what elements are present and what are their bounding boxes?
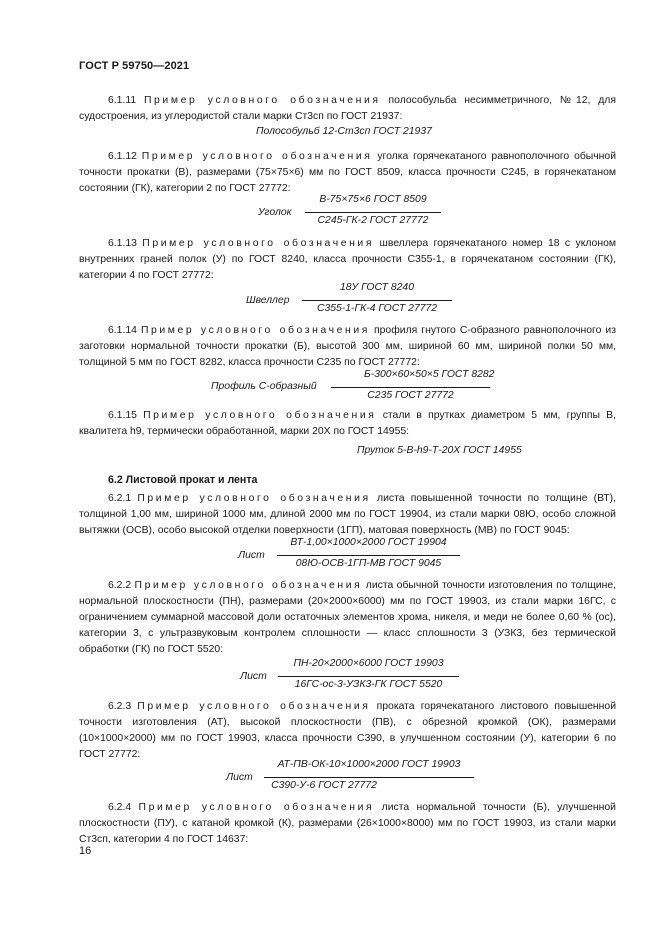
- example-label: Пример условного обозначения: [143, 95, 381, 106]
- paragraph-6-1-11: [79, 93, 616, 125]
- clause-text: листа повышенной точности по толщине (ВТ), толщиной 1,00 мм, шириной 1000 мм, длиной 2000 мм по ГОСТ 19904, из стали марки 08Ю, особо сложной вытяжки (ОСВ), особо высокой отделки поверхности (1ГП), матовая поверхность (МВ) по ГОСТ 9045:: [79, 493, 616, 536]
- designation-numerator: 18У ГОСТ 8240: [340, 282, 414, 293]
- designation-6-1-15: Пруток 5-В-h9-Т-20Х ГОСТ 14955: [357, 445, 522, 456]
- designation-label: Лист: [226, 772, 253, 783]
- designation-denominator: С235 ГОСТ 27772: [367, 390, 454, 401]
- example-label: Пример условного обозначения: [137, 701, 371, 712]
- example-label: Пример условного обозначения: [140, 325, 370, 336]
- clause-number: 6.2.1: [108, 493, 132, 504]
- example-label: Пример условного обозначения: [142, 238, 375, 249]
- paragraph-6-1-12: [79, 149, 616, 197]
- example-label: Пример условного обозначения: [138, 802, 375, 813]
- page-number: 16: [79, 845, 92, 857]
- clause-text: листа нормальной точности (Б), улучшенной плоскостности (ПУ), с катаной кромкой (К), размерами (26×1000×8000) мм по ГОСТ 19903, из стали марки Ст3сп, категории 4 по ГОСТ 14637:: [79, 802, 616, 845]
- designation-numerator: В-75×75×6 ГОСТ 8509: [319, 194, 427, 205]
- clause-text: швеллера горячекатаного номер 18 с уклоном внутренних граней полок (У) по ГОСТ 8240, класса прочности С355-1, в горячекатаном состоянии (ГК), категории 4 по ГОСТ 27772:: [79, 238, 616, 281]
- clause-text: проката горячекатаного листового повышенной точности изготовления (АТ), высокой плоскостности (ПВ), с обрезной кромкой (ОК), размерами (10×1000×2000) мм по ГОСТ 19903, класса прочности С390, в улучшенном состоянии (У), категории 6 по ГОСТ 27772:: [79, 701, 616, 760]
- designation-6-1-11: Полособульб 12-Ст3сп ГОСТ 21937: [256, 126, 432, 137]
- designation-denominator: С355-1-ГК-4 ГОСТ 27772: [316, 303, 438, 314]
- clause-number: 6.2.4: [108, 802, 132, 813]
- clause-text: уголка горячекатаного равнополочного обычной точности прокатки (В), размерами (75×75×6) мм по ГОСТ 8509, класса прочности С245, в горячекатаном состоянии (ГК), категории 2 по ГОСТ 27772:: [79, 151, 616, 194]
- designation-label: Уголок: [258, 207, 292, 218]
- fraction-bar: [264, 777, 474, 778]
- paragraph-6-1-13: [79, 236, 616, 284]
- designation-denominator: С245-ГК-2 ГОСТ 27772: [317, 215, 429, 226]
- paragraph-6-2-4: [79, 800, 616, 848]
- clause-number: 6.1.12: [108, 151, 137, 162]
- section-heading-6-2: 6.2 Листовой прокат и лента: [108, 474, 258, 486]
- designation-label: Профиль С-образный: [211, 381, 317, 392]
- clause-text: профиля гнутого С-образного равнополочного из заготовки нормальной точности прокатки (Б), высотой 300 мм, шириной 60 мм, шириной полки 50 мм, толщиной 5 мм по ГОСТ 8282, класса прочности С235 по ГОСТ 27772:: [79, 325, 616, 368]
- paragraph-6-1-15: [79, 408, 616, 440]
- example-label: Пример условного обозначения: [134, 580, 363, 591]
- designation-numerator: ВТ-1,00×1000×2000 ГОСТ 19904: [290, 537, 447, 548]
- document-header: ГОСТ Р 59750—2021: [79, 60, 190, 72]
- designation-denominator: С390-У-6 ГОСТ 27772: [271, 780, 377, 791]
- paragraph-6-2-2: [79, 578, 616, 658]
- fraction-bar: [277, 555, 460, 556]
- example-label: Пример условного обозначения: [137, 493, 371, 504]
- paragraph-6-1-14: [79, 323, 616, 371]
- designation-label: Швеллер: [246, 295, 290, 306]
- fraction-bar: [305, 212, 441, 213]
- designation-numerator: АТ-ПВ-ОК-10×1000×2000 ГОСТ 19903: [277, 759, 461, 770]
- clause-number: 6.1.14: [108, 325, 137, 336]
- paragraph-6-2-1: [79, 491, 616, 539]
- designation-label: Лист: [238, 550, 265, 561]
- clause-number: 6.1.11: [108, 95, 137, 106]
- clause-text: листа обычной точности изготовления по толщине, нормальной плоскостности (ПН), размерами (20×2000×6000) мм по ГОСТ 19903, из стали марки 16ГС, с ограничением суммарной массовой доли остаточных элементов хрома, никеля, и меди не более 0,60 % (ос), категории 3, с ультразвуковым контролем сплошности — класс сплошности 3 (УЗК3, без термической обработки (ГК) по ГОСТ 5520:: [79, 580, 616, 655]
- fraction-bar: [278, 676, 459, 677]
- clause-text: полособульба несимметричного, №12, для судостроения, из углеродистой стали марки Ст3сп по ГОСТ 21937:: [79, 95, 616, 122]
- example-label: Пример условного обозначения: [141, 151, 373, 162]
- example-label: Пример условного обозначения: [143, 410, 377, 421]
- designation-numerator: Б-300×60×50×5 ГОСТ 8282: [364, 369, 495, 380]
- clause-number: 6.2.2: [108, 580, 132, 591]
- designation-label: Лист: [240, 671, 267, 682]
- fraction-bar: [331, 387, 490, 388]
- designation-numerator: ПН-20×2000×6000 ГОСТ 19903: [293, 658, 444, 669]
- designation-denominator: 08Ю-ОСВ-1ГП-МВ ГОСТ 9045: [295, 558, 442, 569]
- fraction-bar: [302, 300, 452, 301]
- clause-number: 6.2.3: [108, 701, 132, 712]
- clause-number: 6.1.13: [108, 238, 137, 249]
- clause-number: 6.1.15: [108, 410, 137, 421]
- designation-denominator: 16ГС-ос-3-УЗК3-ГК ГОСТ 5520: [294, 679, 443, 690]
- clause-text: стали в прутках диаметром 5 мм, группы В, квалитета h9, термически обработанной, марки 20Х по ГОСТ 14955:: [79, 410, 617, 437]
- paragraph-6-2-3: [79, 699, 616, 763]
